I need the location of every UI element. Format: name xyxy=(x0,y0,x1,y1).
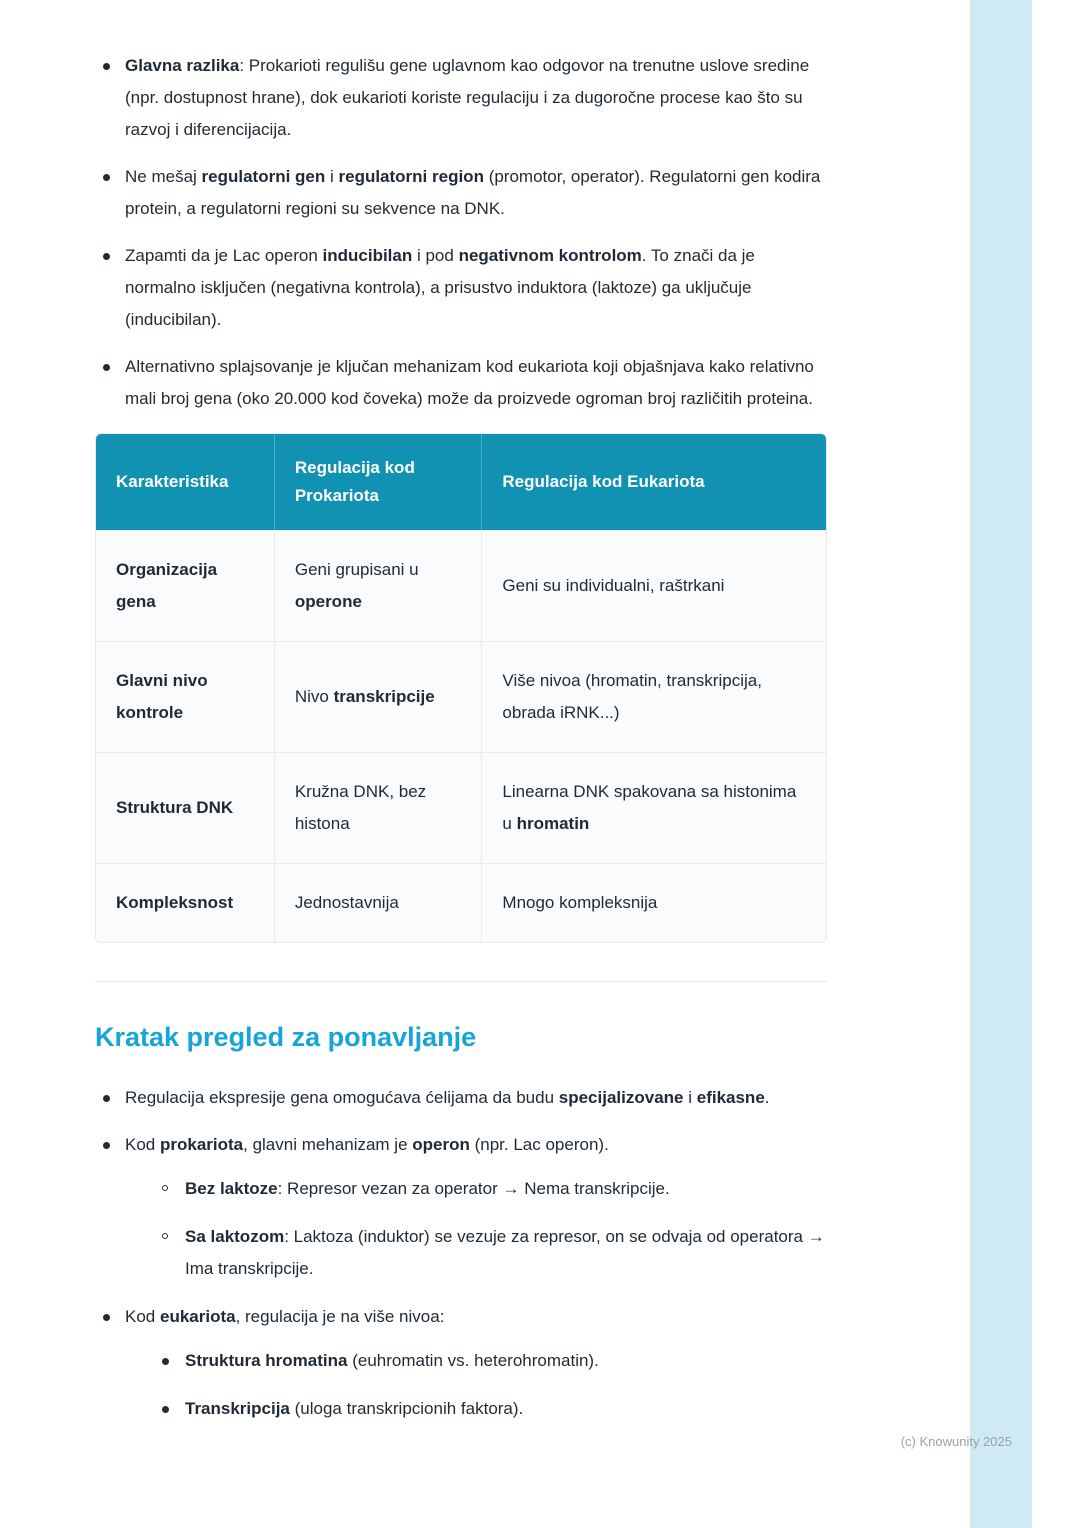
bullet-icon xyxy=(103,253,110,260)
list-item xyxy=(95,240,827,336)
intro-list xyxy=(95,50,827,415)
sub-list-item xyxy=(157,1345,827,1377)
table-cell: Struktura DNK xyxy=(96,752,274,863)
comparison-table xyxy=(95,433,827,943)
table-cell: Geni su individualni, raštrkani xyxy=(481,530,826,641)
table-row xyxy=(96,863,826,942)
table-header-cell: Regulacija kod Eukariota xyxy=(481,434,826,530)
table-cell: Mnogo kompleksnija xyxy=(481,863,826,942)
table-cell: Geni grupisani u operone xyxy=(274,530,482,641)
table-cell: Kružna DNK, bez histona xyxy=(274,752,482,863)
disc-bullet-icon xyxy=(162,1358,169,1365)
table-header-cell: Karakteristika xyxy=(96,434,274,530)
table-cell: Više nivoa (hromatin, transkripcija, obrada iRNK...) xyxy=(481,641,826,752)
section-divider xyxy=(95,981,827,982)
table-cell: Glavni nivo kontrole xyxy=(96,641,274,752)
table-cell: Linearna DNK spakovana sa histonima u hromatin xyxy=(481,752,826,863)
bullet-icon xyxy=(103,1095,110,1102)
bullet-text: Zapamti da je Lac operon inducibilan i pod negativnom kontrolom. To znači da je normalno isključen (negativna kontrola), a prisustvo induktora (laktoze) ga uključuje (inducibilan). xyxy=(125,246,755,329)
sub-list-item xyxy=(157,1393,827,1425)
bullet-icon xyxy=(103,174,110,181)
table-cell: Nivo transkripcije xyxy=(274,641,482,752)
bullet-text: Kod prokariota, glavni mehanizam je operon (npr. Lac operon). xyxy=(125,1135,609,1154)
table-cell: Jednostavnija xyxy=(274,863,482,942)
sub-list xyxy=(157,1345,827,1425)
list-item xyxy=(95,50,827,146)
right-accent-stripe xyxy=(970,0,1032,1528)
sub-list xyxy=(157,1173,827,1285)
table-cell: Kompleksnost xyxy=(96,863,274,942)
sub-list-item xyxy=(157,1173,827,1205)
circle-bullet-icon xyxy=(162,1185,168,1191)
bullet-text: Struktura hromatina (euhromatin vs. heterohromatin). xyxy=(185,1351,599,1370)
bullet-text: Glavna razlika: Prokarioti regulišu gene uglavnom kao odgovor na trenutne uslove sredine (npr. dostupnost hrane), dok eukarioti koriste regulaciju i za dugoročne procese kao što su razvoj i diferencijacija. xyxy=(125,56,810,139)
circle-bullet-icon xyxy=(162,1233,168,1239)
bullet-icon xyxy=(103,1142,110,1149)
disc-bullet-icon xyxy=(162,1406,169,1413)
list-item xyxy=(95,1301,827,1425)
bullet-text: Kod eukariota, regulacija je na više nivoa: xyxy=(125,1307,445,1326)
table-header-row xyxy=(96,434,826,530)
bullet-icon xyxy=(103,63,110,70)
document-page xyxy=(95,50,827,1441)
bullet-icon xyxy=(103,364,110,371)
bullet-text: Regulacija ekspresije gena omogućava ćelijama da budu specijalizovane i efikasne. xyxy=(125,1088,770,1107)
table-row xyxy=(96,641,826,752)
list-item xyxy=(95,1082,827,1114)
section-heading: Kratak pregled za ponavljanje xyxy=(95,1022,477,1052)
table-row xyxy=(96,752,826,863)
bullet-text: Alternativno splajsovanje je ključan mehanizam kod eukariota koji objašnjava kako relativno mali broj gena (oko 20.000 kod čoveka) može da proizvede ogroman broj različitih proteina. xyxy=(125,357,814,408)
list-item xyxy=(95,1129,827,1285)
review-list xyxy=(95,1082,827,1425)
table-cell: Organizacija gena xyxy=(96,530,274,641)
bullet-text: Sa laktozom: Laktoza (induktor) se vezuje za represor, on se odvaja od operatora → Ima transkripcije. xyxy=(185,1227,825,1278)
bullet-icon xyxy=(103,1314,110,1321)
sub-list-item xyxy=(157,1221,827,1285)
table-header-cell: Regulacija kod Prokariota xyxy=(274,434,482,530)
list-item xyxy=(95,161,827,225)
list-item xyxy=(95,351,827,415)
footer-copyright: (c) Knowunity 2025 xyxy=(900,1434,1012,1449)
bullet-text: Transkripcija (uloga transkripcionih faktora). xyxy=(185,1399,524,1418)
bullet-text: Ne mešaj regulatorni gen i regulatorni region (promotor, operator). Regulatorni gen kodira protein, a regulatorni regioni su sekvence na DNK. xyxy=(125,167,821,218)
bullet-text: Bez laktoze: Represor vezan za operator → Nema transkripcije. xyxy=(185,1179,670,1198)
table-row xyxy=(96,530,826,641)
